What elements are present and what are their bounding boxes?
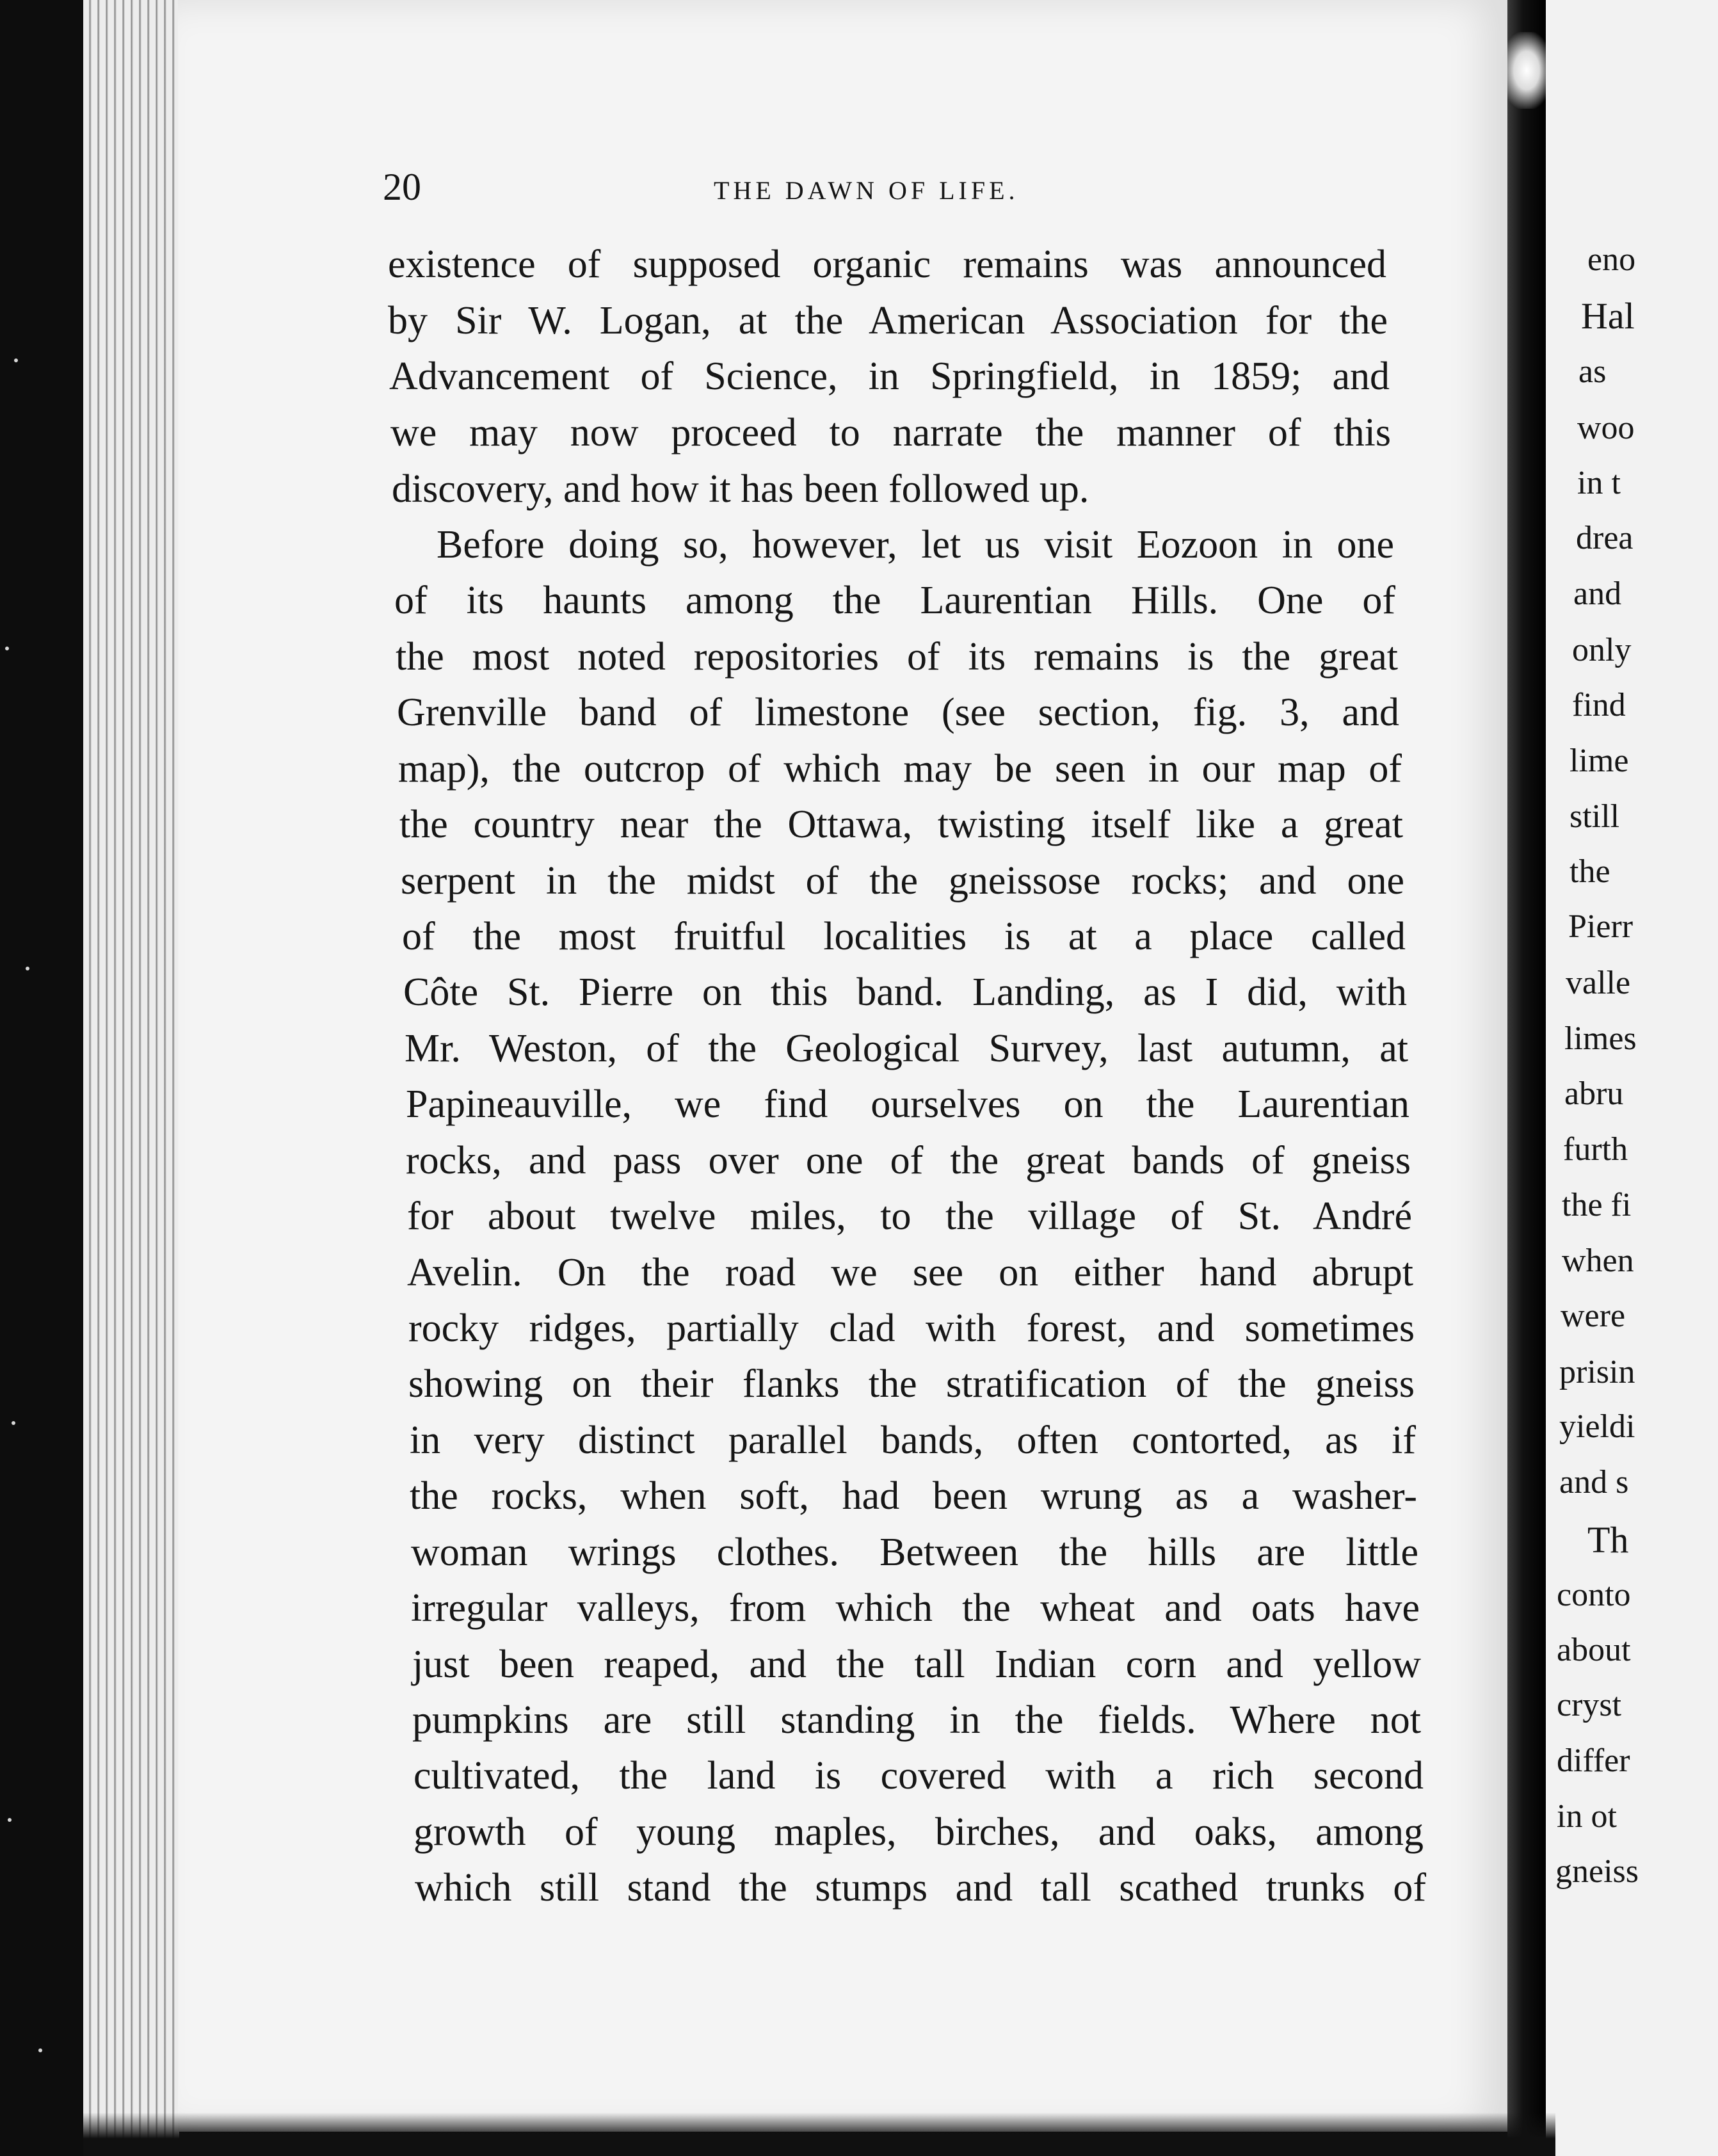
text-line: pumpkins are still standing in the fields. Where not (412, 1698, 1421, 1742)
right-text-fragment: and s (1559, 1464, 1629, 1500)
text-line: showing on their flanks the stratification of the gneiss (408, 1362, 1415, 1406)
bottom-shadow (83, 2112, 1555, 2156)
right-text-fragment: limes (1564, 1020, 1637, 1057)
text-line: which still stand the stumps and tall scathed trunks of (415, 1866, 1426, 1910)
right-text-fragment: eno (1587, 241, 1636, 278)
right-text-fragment: Th (1587, 1519, 1629, 1561)
right-text-fragment: find (1572, 687, 1626, 723)
right-text-fragment: in t (1577, 465, 1621, 501)
right-text-fragment: cryst (1557, 1687, 1622, 1723)
text-line: Côte St. Pierre on this band. Landing, as I did, with (403, 970, 1407, 1014)
text-line: Before doing so, however, let us visit Eozoon in one (437, 523, 1394, 567)
right-text-fragment: only (1572, 632, 1632, 668)
text-line: irregular valleys, from which the wheat and oats have (411, 1586, 1420, 1630)
text-line: the rocks, when soft, had been wrung as a washer- (410, 1474, 1417, 1518)
right-text-fragment: the fi (1562, 1187, 1632, 1223)
right-text-fragment: valle (1566, 965, 1631, 1001)
right-text-fragment: gneiss (1555, 1853, 1639, 1890)
book-gutter (1507, 0, 1546, 2156)
right-text-fragment: in ot (1557, 1798, 1617, 1835)
text-line: Avelin. On the road we see on either hand abrupt (407, 1251, 1413, 1294)
text-line: woman wrings clothes. Between the hills are little (411, 1531, 1418, 1574)
text-line: just been reaped, and the tall Indian corn and yellow (412, 1643, 1421, 1686)
text-line: map), the outcrop of which may be seen in our map of (398, 747, 1402, 791)
right-text-fragment: still (1569, 798, 1620, 835)
right-text-fragment: woo (1577, 410, 1635, 446)
text-line: Mr. Weston, of the Geological Survey, last autumn, at (405, 1027, 1408, 1070)
text-line: the most noted repositories of its remains is the great (396, 635, 1398, 679)
right-text-fragment: lime (1569, 743, 1629, 779)
page-number: 20 (383, 166, 421, 208)
gutter-glare (1501, 32, 1552, 109)
text-line: discovery, and how it has been followed up. (392, 467, 1089, 511)
right-text-fragment: differ (1557, 1742, 1630, 1779)
text-line: rocks, and pass over one of the great bands of gneiss (406, 1139, 1411, 1182)
right-text-fragment: Hal (1581, 295, 1635, 337)
text-line: we may now proceed to narrate the manner of this (390, 411, 1391, 455)
right-text-fragment: Pierr (1568, 908, 1634, 945)
text-line: Papineauville, we find ourselves on the Laurentian (406, 1082, 1409, 1126)
right-text-fragment: were (1561, 1298, 1626, 1334)
text-line: rocky ridges, partially clad with forest, and sometimes (408, 1307, 1415, 1350)
right-text-fragment: conto (1557, 1577, 1631, 1613)
text-line: growth of young maples, birches, and oaks, among (413, 1810, 1424, 1854)
right-text-fragment: as (1578, 353, 1607, 390)
text-line: of its haunts among the Laurentian Hills. One of (394, 579, 1395, 622)
right-text-fragment: prisin (1559, 1354, 1635, 1390)
text-line: Grenville band of limestone (see section, fig. 3, and (397, 691, 1399, 734)
running-head: THE DAWN OF LIFE. (714, 176, 1019, 205)
right-text-fragment: when (1562, 1243, 1634, 1279)
text-line: in very distinct parallel bands, often contorted, as if (410, 1419, 1416, 1462)
right-text-fragment: furth (1563, 1131, 1628, 1168)
text-line: for about twelve miles, to the village of St. André (407, 1195, 1412, 1238)
text-line: by Sir W. Logan, at the American Association for the (388, 299, 1388, 342)
text-line: serpent in the midst of the gneissose rocks; and one (401, 859, 1404, 903)
text-line: cultivated, the land is covered with a rich second (413, 1754, 1424, 1798)
right-text-fragment: yieldi (1559, 1408, 1635, 1445)
right-text-fragment: abru (1564, 1075, 1624, 1112)
right-text-fragment: drea (1576, 520, 1634, 556)
text-line: of the most fruitful localities is at a place called (402, 915, 1406, 958)
text-line: existence of supposed organic remains was announced (388, 243, 1386, 286)
text-line: the country near the Ottawa, twisting itself like a great (399, 803, 1403, 846)
right-text-fragment: about (1557, 1632, 1631, 1668)
right-text-fragment: the (1569, 853, 1610, 890)
right-text-fragment: and (1573, 575, 1622, 612)
page-edges (83, 0, 179, 2156)
text-line: Advancement of Science, in Springfield, in 1859; and (389, 355, 1390, 398)
